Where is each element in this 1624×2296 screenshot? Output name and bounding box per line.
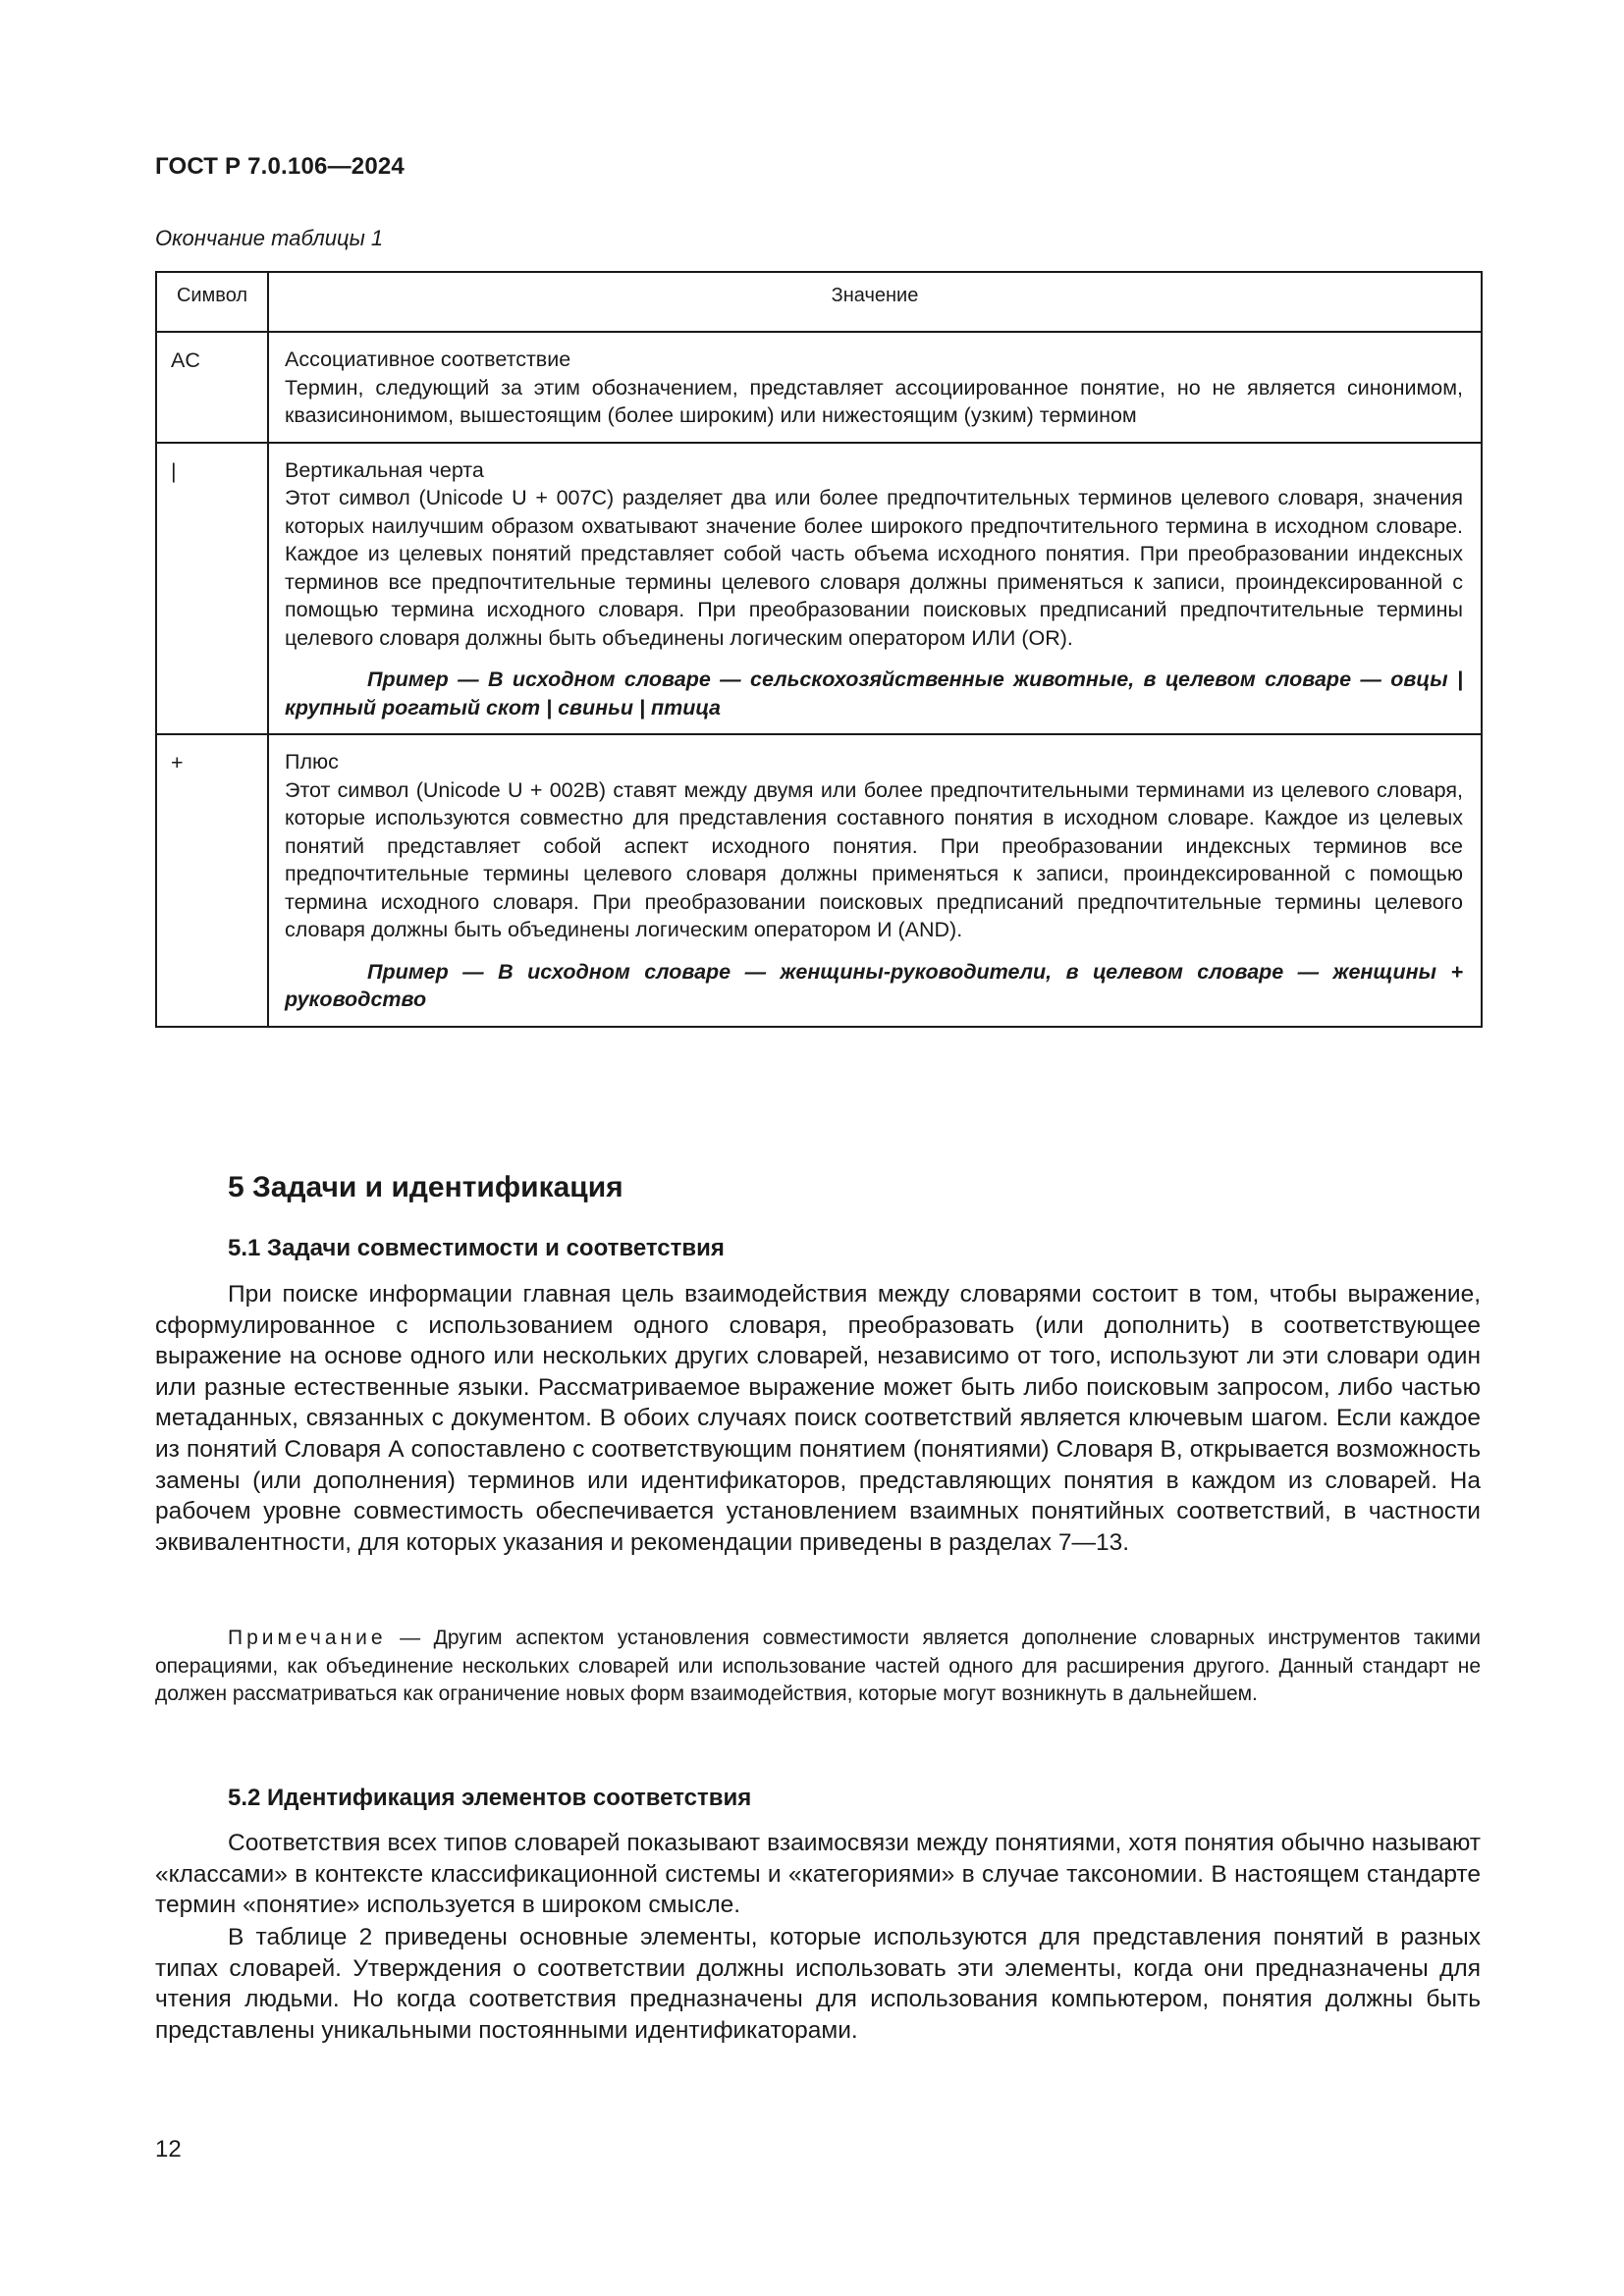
note-text: — Другим аспектом установления совместимости является дополнение словарных инструментов такими операциями, как объединение нескольких словарей или использование частей одного для расширения другого. Данный стандарт не должен рассматриваться как ограничение новых форм взаимодействия, которые могут возникнуть в дальнейшем. (155, 1627, 1481, 1705)
symbol-cell: | (156, 443, 268, 735)
symbol-cell: + (156, 734, 268, 1027)
note-paragraph (155, 1625, 1481, 1709)
column-header-symbol: Символ (156, 272, 268, 332)
row-text: Этот символ (Unicode U + 002B) ставят между двумя или более предпочтительными терминами из целевого словаря, которые используются совместно для представления составного понятия в исходном словаре. Каждое из целевых понятий представляет собой аспект исходного понятия. При преобразовании индексных терминов все предпочтительные термины целевого словаря должны применяться к записи, проиндексированной с помощью термина исходного словаря. При преобразовании поисковых предписаний предпочтительные термины целевого словаря должны быть объединены логическим оператором И (AND). (285, 777, 1463, 941)
row-example: Пример — В исходном словаре — женщины-руководители, в целевом словаре — женщины + руководство (285, 959, 1463, 1011)
section-title: 5 Задачи и идентификация (228, 1171, 623, 1203)
subsection-title: 5.1 Задачи совместимости и соответствия (228, 1235, 725, 1261)
note-label: Примечание (228, 1627, 387, 1649)
symbols-table (155, 271, 1483, 1028)
table-header-row (156, 272, 1482, 332)
row-title: Плюс (285, 750, 339, 774)
row-title: Ассоциативное соответствие (285, 347, 571, 371)
row-text: Термин, следующий за этим обозначением, представляет ассоциированное понятие, но не является синонимом, квазисинонимом, вышестоящим (более широким) или нижестоящим (узким) термином (285, 375, 1463, 427)
meaning-cell (268, 443, 1482, 735)
subsection-title: 5.2 Идентификация элементов соответствия (228, 1785, 752, 1811)
row-text: Этот символ (Unicode U + 007C) разделяет два или более предпочтительных терминов целевого словаря, значения которых наилучшим образом охватывают значение более широкого предпочтительного термина в исходном словаре. Каждое из целевых понятий представляет собой часть объема исходного понятия. При преобразовании индексных терминов все предпочтительные термины целевого словаря должны применяться к записи, проиндексированной с помощью термина исходного словаря. При преобразовании поисковых предписаний предпочтительные термины целевого словаря должны быть объединены логическим оператором ИЛИ (OR). (285, 486, 1463, 650)
table-row (156, 734, 1482, 1027)
row-title: Вертикальная черта (285, 457, 484, 482)
table-row (156, 332, 1482, 443)
meaning-cell (268, 734, 1482, 1027)
meaning-cell (268, 332, 1482, 443)
table-caption: Окончание таблицы 1 (155, 226, 384, 250)
symbol-cell: AC (156, 332, 268, 443)
body-paragraph: При поиске информации главная цель взаимодействия между словарями состоит в том, чтобы выражение, сформулированное с использованием одного словаря, преобразовать (или дополнить) в соответствующее выражение на основе одного или нескольких других словарей, независимо от того, используют ли эти словари один или разные естественные языки. Рассматриваемое выражение может быть либо поисковым запросом, либо частью метаданных, связанных с документом. В обоих случаях поиск соответствий является ключевым шагом. Если каждое из понятий Словаря А сопоставлено с соответствующим понятием (понятиями) Словаря В, открывается возможность замены (или дополнения) терминов или идентификаторов, представляющих понятия в каждом из словарей. На рабочем уровне совместимость обеспечивается установлением взаимных понятийных соответствий, в частности эквивалентности, для которых указания и рекомендации приведены в разделах 7—13. (155, 1281, 1481, 1556)
table-row (156, 443, 1482, 735)
row-example: Пример — В исходном словаре — сельскохозяйственные животные, в целевом словаре — овцы | крупный рогатый скот | свиньи | птица (285, 667, 1463, 720)
column-header-meaning: Значение (268, 272, 1482, 332)
body-paragraph: В таблице 2 приведены основные элементы, которые используются для представления понятий в разных типах словарей. Утверждения о соответствии должны использовать эти элементы, когда они предназначены для чтения людьми. Но когда соответствия предназначены для использования компьютером, понятия должны быть представлены уникальными постоянными идентификаторами. (155, 1924, 1481, 2044)
page-header: ГОСТ Р 7.0.106—2024 (155, 153, 405, 180)
body-paragraph: Соответствия всех типов словарей показывают взаимосвязи между понятиями, хотя понятия обычно называют «классами» в контексте классификационной системы и «категориями» в случае таксономии. В настоящем стандарте термин «понятие» используется в широком смысле. (155, 1830, 1481, 1919)
page-number: 12 (155, 2136, 182, 2163)
